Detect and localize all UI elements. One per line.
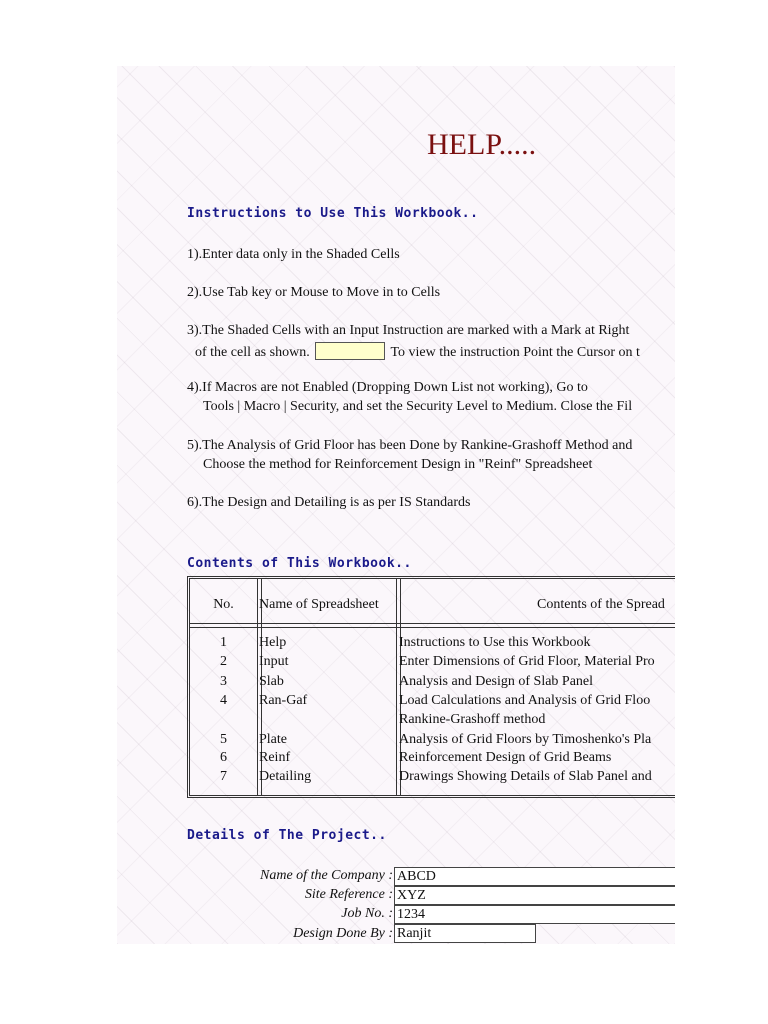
row-4-contents: Load Calculations and Analysis of Grid Floo [399,693,651,708]
instruction-line-3: 3).The Shaded Cells with an Input Instruction are marked with a Mark at Right [187,323,630,338]
job-number-field[interactable]: 1234 [394,905,675,924]
row-2-contents: Enter Dimensions of Grid Floor, Material Pro [399,654,655,669]
row-5-no: 5 [220,732,227,747]
table-divider [190,623,675,628]
header-no: No. [213,597,234,612]
instruction-line-4b: Tools | Macro | Security, and set the Security Level to Medium. Close the Fil [203,399,633,414]
instruction-line-6: 6).The Design and Detailing is as per IS Standards [187,495,471,510]
company-field[interactable]: ABCD [394,867,675,886]
header-contents: Contents of the Spread [537,597,665,612]
instructions-heading: Instructions to Use This Workbook.. [187,206,479,221]
instruction-line-3b-text: of the cell as shown. [195,345,310,360]
row-2-no: 2 [220,654,227,669]
instruction-line-5: 5).The Analysis of Grid Floor has been Done by Rankine-Grashoff Method and [187,438,633,453]
details-heading: Details of The Project.. [187,828,387,843]
designer-field[interactable]: Ranjit [394,924,536,943]
row-1-name: Help [259,635,287,650]
job-number-label: Job No. : [341,906,393,921]
site-reference-label: Site Reference : [304,887,393,902]
row-4-no: 4 [220,693,227,708]
header-name: Name of Spreadsheet [259,597,379,612]
row-6-contents: Reinforcement Design of Grid Beams [399,750,612,765]
row-3-contents: Analysis and Design of Slab Panel [399,674,594,689]
instruction-line-1: 1).Enter data only in the Shaded Cells [187,247,400,262]
row-6-name: Reinf [259,750,291,765]
row-3-no: 3 [220,674,227,689]
row-6-no: 6 [220,750,227,765]
row-4-name: Ran-Gaf [259,693,308,708]
contents-heading: Contents of This Workbook.. [187,556,412,571]
company-label: Name of the Company : [260,868,393,883]
page-title: HELP..... [427,128,537,161]
row-3-name: Slab [259,674,284,689]
contents-table [187,576,675,798]
instruction-line-3c-text: To view the instruction Point the Cursor on t [390,345,640,360]
row-4b-contents: Rankine-Grashoff method [399,712,546,727]
row-1-contents: Instructions to Use this Workbook [399,635,591,650]
help-sheet [117,66,675,944]
instruction-line-4: 4).If Macros are not Enabled (Dropping Down List not working), Go to [187,380,588,395]
row-1-no: 1 [220,635,227,650]
designer-label: Design Done By : [293,926,393,941]
row-5-contents: Analysis of Grid Floors by Timoshenko's Pla [399,732,652,747]
row-2-name: Input [259,654,289,669]
instruction-line-5b: Choose the method for Reinforcement Design in "Reinf" Spreadsheet [203,457,593,472]
row-5-name: Plate [259,732,287,747]
instruction-line-3b [195,342,640,361]
row-7-contents: Drawings Showing Details of Slab Panel and [399,769,652,784]
row-7-name: Detailing [259,769,312,784]
row-7-no: 7 [220,769,227,784]
shaded-cell-sample[interactable] [315,342,385,360]
instruction-line-2: 2).Use Tab key or Mouse to Move in to Cells [187,285,441,300]
site-reference-field[interactable]: XYZ [394,886,675,905]
